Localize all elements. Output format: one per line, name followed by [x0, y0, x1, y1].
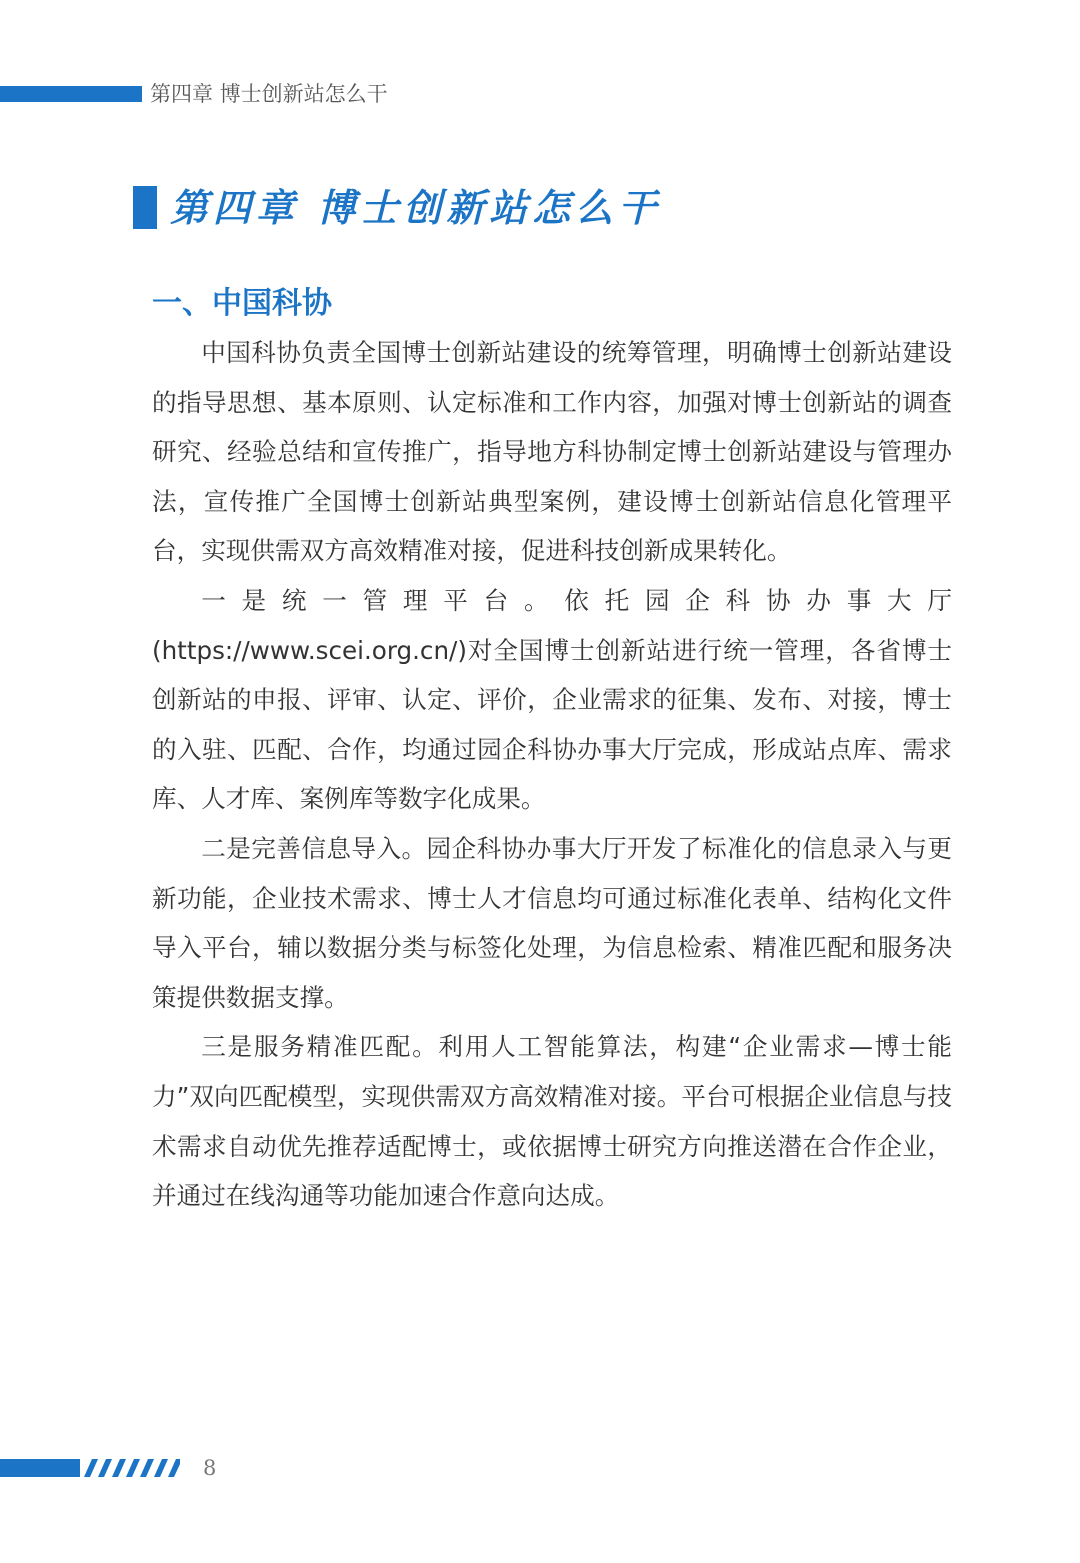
footer-solid-bar	[0, 1459, 80, 1477]
running-header-title: 第四章 博士创新站怎么干	[150, 82, 388, 106]
paragraph: 一是统一管理平台。依托园企科协办事大厅(https://www.scei.org.cn/)对全国博士创新站进行统一管理，各省博士创新站的申报、评审、认定、评价，企业需求的征集、发布、对接，博士的入驻、匹配、合作，均通过园企科协办事大厅完成，形成站点库、需求库、人才库、案例库等数字化成果。	[152, 585, 952, 814]
paragraph: 三是服务精准匹配。利用人工智能算法，构建“企业需求—博士能力”双向匹配模型，实现供需双方高效精准对接。平台可根据企业信息与技术需求自动优先推荐适配博士，或依据博士研究方向推送潜在合作企业，并通过在线沟通等功能加速合作意向达成。	[152, 1032, 952, 1211]
footer-stripes-decoration	[0, 1459, 180, 1477]
footer-stripe	[112, 1459, 126, 1477]
footer-stripe	[98, 1459, 112, 1477]
footer-stripe	[126, 1459, 140, 1477]
body-text	[152, 328, 952, 1221]
paragraph: 二是完善信息导入。园企科协办事大厅开发了标准化的信息录入与更新功能，企业技术需求、博士人才信息均可通过标准化表单、结构化文件导入平台，辅以数据分类与标签化处理，为信息检索、精准匹配和服务决策提供数据支撑。	[152, 833, 952, 1012]
paragraph: 中国科协负责全国博士创新站建设的统筹管理，明确博士创新站建设的指导思想、基本原则、认定标准和工作内容，加强对博士创新站的调查研究、经验总结和宣传推广，指导地方科协制定博士创新站建设与管理办法，宣传推广全国博士创新站典型案例，建设博士创新站信息化管理平台，实现供需双方高效精准对接，促进科技创新成果转化。	[152, 338, 952, 566]
footer-stripe	[154, 1459, 168, 1477]
footer-stripe	[168, 1459, 180, 1477]
footer-stripe	[84, 1459, 98, 1477]
header-accent-bar	[0, 86, 142, 102]
chapter-accent-block	[133, 186, 157, 229]
chapter-title: 第四章 博士创新站怎么干	[170, 185, 662, 230]
footer-stripe	[140, 1459, 154, 1477]
section-heading: 一、中国科协	[152, 286, 332, 321]
page-number: 8	[203, 1456, 217, 1480]
